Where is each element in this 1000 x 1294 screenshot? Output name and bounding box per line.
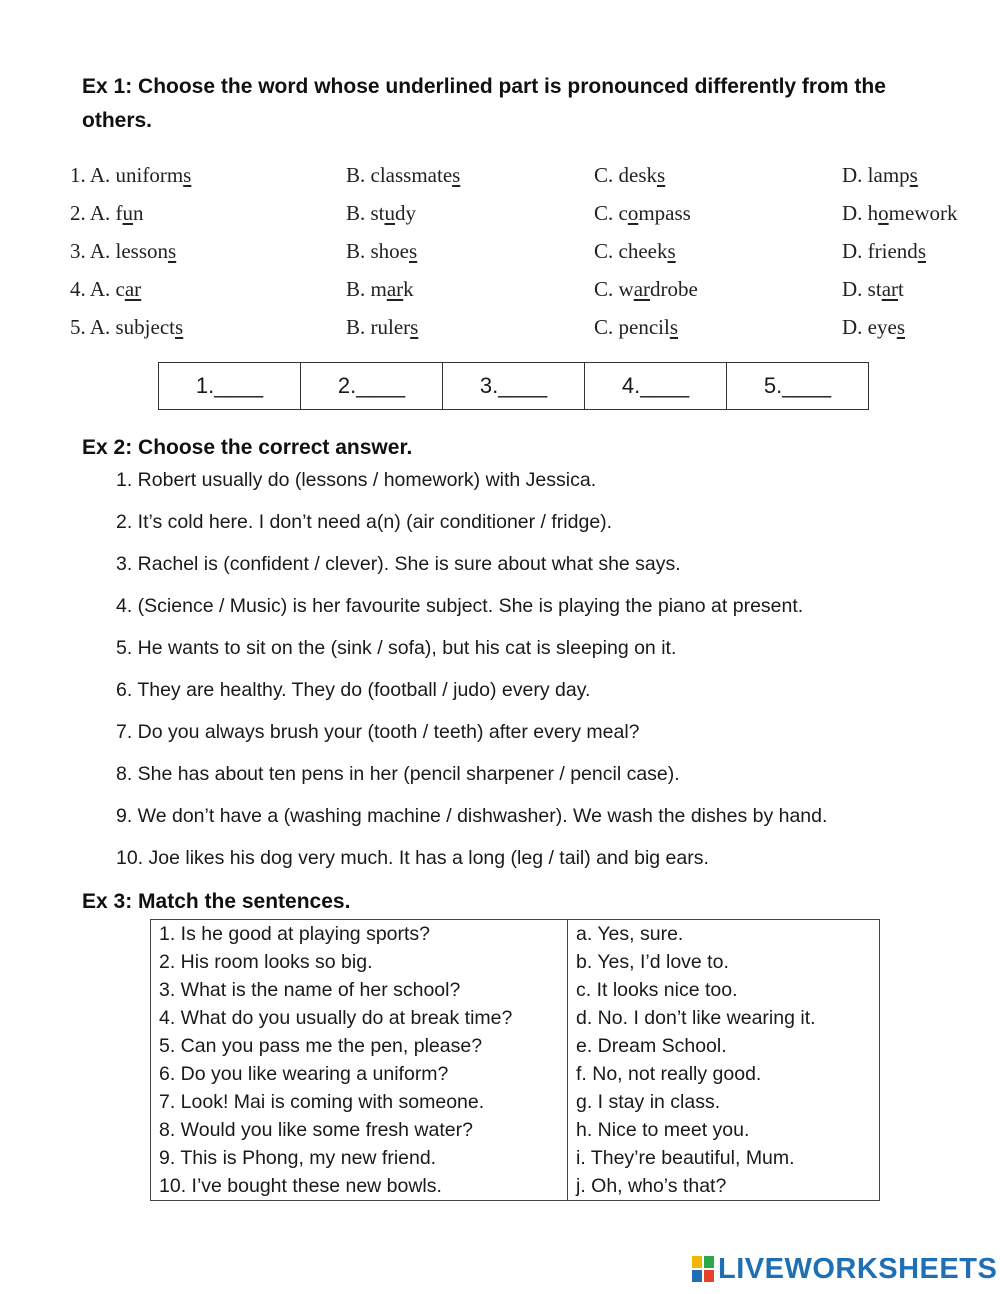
ex1-question-row [0, 198, 1000, 236]
ex1-option [842, 236, 926, 266]
ex1-answer-table [158, 362, 869, 410]
match-answer: a. Yes, sure. [568, 920, 880, 949]
ex1-option-text: D. h [842, 201, 879, 225]
ex1-underlined-part: s [410, 315, 419, 339]
match-answer: i. They’re beautiful, Mum. [568, 1144, 880, 1172]
ex1-option-text: mework [888, 201, 958, 225]
ex1-underlined-part: s [657, 163, 666, 187]
ex1-heading: Ex 1: Choose the word whose underlined part is pronounced differently from the others. [82, 75, 886, 132]
logo-text: LIVEWORKSHEETS [718, 1252, 998, 1285]
ex1-option-text: C. cheek [594, 239, 668, 263]
match-answer: c. It looks nice too. [568, 976, 880, 1004]
ex1-option [70, 236, 176, 266]
ex1-underlined-part: s [452, 163, 461, 187]
match-question: 10. I’ve bought these new bowls. [151, 1172, 568, 1201]
table-row [151, 1116, 880, 1144]
table-row [151, 1032, 880, 1060]
match-answer: h. Nice to meet you. [568, 1116, 880, 1144]
ex1-option-text: A. c [89, 277, 125, 301]
ex1-option-text: D. eye [842, 315, 897, 339]
ex3-match-table [150, 919, 880, 1201]
answer-cell-2[interactable]: 2.____ [301, 363, 443, 410]
match-question: 2. His room looks so big. [151, 948, 568, 976]
ex1-underlined-part: s [896, 315, 905, 339]
ex2-question-item: 1. Robert usually do (lessons / homework) with Jessica. [116, 469, 597, 491]
ex1-option-text: t [898, 277, 904, 301]
ex1-option-text: B. m [346, 277, 387, 301]
ex1-option [594, 312, 678, 342]
ex1-underlined-part: s [409, 239, 418, 263]
ex1-option-text: A. lesson [89, 239, 169, 263]
match-question: 7. Look! Mai is coming with someone. [151, 1088, 568, 1116]
table-row [151, 1088, 880, 1116]
ex1-underlined-part: s [168, 239, 177, 263]
ex2-question-list [116, 464, 827, 884]
ex1-option [346, 236, 417, 266]
ex1-question-number: 4. [70, 277, 86, 301]
match-answer: e. Dream School. [568, 1032, 880, 1060]
table-row [151, 1172, 880, 1201]
ex1-option-text: C. pencil [594, 315, 670, 339]
ex1-option [70, 198, 144, 228]
ex1-underlined-part: s [183, 163, 192, 187]
ex2-question-item: 10. Joe likes his dog very much. It has a long (leg / tail) and big ears. [116, 847, 709, 869]
ex2-question-item: 8. She has about ten pens in her (pencil sharpener / pencil case). [116, 763, 680, 785]
ex2-question-item: 7. Do you always brush your (tooth / teeth) after every meal? [116, 721, 640, 743]
table-row [151, 976, 880, 1004]
match-question: 1. Is he good at playing sports? [151, 920, 568, 949]
ex2-question-item: 2. It’s cold here. I don’t need a(n) (air conditioner / fridge). [116, 511, 613, 533]
ex1-underlined-part: u [384, 201, 396, 225]
ex1-option [70, 160, 191, 190]
ex1-option-text: A. f [89, 201, 123, 225]
ex1-option [842, 312, 905, 342]
ex2-question-item: 9. We don’t have a (washing machine / dishwasher). We wash the dishes by hand. [116, 805, 828, 827]
ex1-underlined-part: ar [633, 277, 651, 301]
match-question: 6. Do you like wearing a uniform? [151, 1060, 568, 1088]
ex1-option-text: A. subject [89, 315, 175, 339]
ex1-option [346, 160, 460, 190]
ex1-question-number: 3. [70, 239, 86, 263]
table-row [151, 1004, 880, 1032]
ex1-option [70, 274, 141, 304]
ex1-question-row [0, 236, 1000, 274]
ex2-question-item: 3. Rachel is (confident / clever). She is sure about what she says. [116, 553, 681, 575]
ex1-option [594, 160, 665, 190]
match-answer: b. Yes, I’d love to. [568, 948, 880, 976]
ex1-question-number: 1. [70, 163, 86, 187]
match-answer: j. Oh, who’s that? [568, 1172, 880, 1201]
ex1-option-text: C. c [594, 201, 628, 225]
ex1-underlined-part: ar [124, 277, 142, 301]
match-answer: f. No, not really good. [568, 1060, 880, 1088]
ex1-option [842, 274, 904, 304]
table-row [151, 920, 880, 949]
ex2-question-item: 5. He wants to sit on the (sink / sofa), but his cat is sleeping on it. [116, 637, 677, 659]
ex3-heading: Ex 3: Match the sentences. [82, 890, 351, 913]
ex1-option-text: drobe [650, 277, 698, 301]
ex1-option [594, 198, 691, 228]
match-question: 8. Would you like some fresh water? [151, 1116, 568, 1144]
ex1-option [842, 160, 918, 190]
answer-cell-4[interactable]: 4.____ [585, 363, 727, 410]
ex1-option-text: D. friend [842, 239, 918, 263]
match-question: 5. Can you pass me the pen, please? [151, 1032, 568, 1060]
ex1-option-text: C. desk [594, 163, 657, 187]
ex1-question-row [0, 274, 1000, 312]
ex1-underlined-part: ar [386, 277, 404, 301]
match-answer: d. No. I don’t like wearing it. [568, 1004, 880, 1032]
ex1-question-row [0, 160, 1000, 198]
ex1-question-row [0, 312, 1000, 350]
table-row [151, 948, 880, 976]
ex1-option-text: dy [395, 201, 417, 225]
match-question: 3. What is the name of her school? [151, 976, 568, 1004]
ex1-option-text: B. ruler [346, 315, 411, 339]
ex1-option [346, 198, 416, 228]
ex1-question-number: 5. [70, 315, 86, 339]
ex1-underlined-part: s [909, 163, 918, 187]
ex1-option-text: A. uniform [89, 163, 184, 187]
ex1-option [346, 274, 414, 304]
ex1-option-text: B. shoe [346, 239, 409, 263]
ex1-question-number: 2. [70, 201, 86, 225]
ex1-underlined-part: s [669, 315, 679, 339]
ex1-underlined-part: o [878, 201, 889, 225]
ex1-option-text: D. st [842, 277, 882, 301]
ex1-option-text: mpass [638, 201, 691, 225]
ex1-option [594, 236, 676, 266]
ex1-option-text: C. w [594, 277, 634, 301]
answer-cell-3[interactable]: 3.____ [443, 363, 585, 410]
ex1-option-text: D. lamp [842, 163, 910, 187]
ex1-option-text: B. st [346, 201, 385, 225]
ex1-option-text: B. classmate [346, 163, 453, 187]
ex2-question-item: 4. (Science / Music) is her favourite subject. She is playing the piano at present. [116, 595, 804, 617]
answer-cell-5[interactable]: 5.____ [727, 363, 869, 410]
liveworksheets-logo-icon [692, 1256, 714, 1282]
ex2-question-item: 6. They are healthy. They do (football / judo) every day. [116, 679, 591, 701]
ex1-underlined-part: ar [881, 277, 899, 301]
ex1-underlined-part: s [917, 239, 926, 263]
ex1-option [70, 312, 183, 342]
ex1-option-text: k [403, 277, 414, 301]
ex1-option [346, 312, 418, 342]
ex1-underlined-part: o [627, 201, 639, 225]
ex1-underlined-part: s [175, 315, 184, 339]
match-question: 4. What do you usually do at break time? [151, 1004, 568, 1032]
ex1-option [842, 198, 958, 228]
answer-cell-1[interactable]: 1.____ [159, 363, 301, 410]
table-row [151, 1060, 880, 1088]
ex1-underlined-part: u [122, 201, 134, 225]
ex1-underlined-part: s [667, 239, 676, 263]
ex1-option-text: n [133, 201, 144, 225]
table-row [151, 1144, 880, 1172]
match-answer: g. I stay in class. [568, 1088, 880, 1116]
match-question: 9. This is Phong, my new friend. [151, 1144, 568, 1172]
ex1-option [594, 274, 698, 304]
ex2-heading: Ex 2: Choose the correct answer. [82, 436, 413, 459]
liveworksheets-logo [692, 1252, 997, 1286]
